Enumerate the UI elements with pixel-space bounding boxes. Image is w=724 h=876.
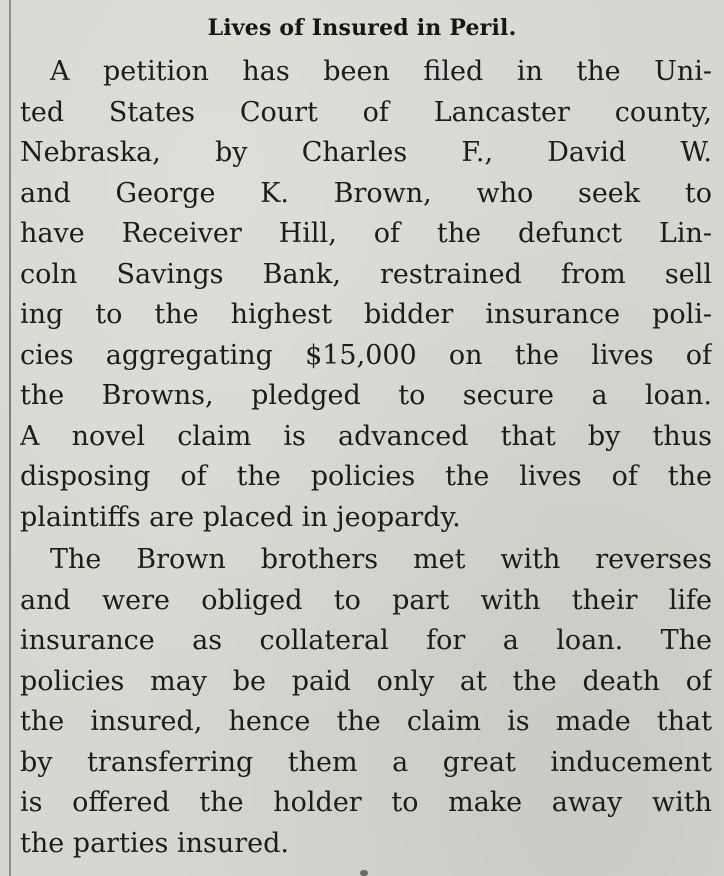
text-line: A novel claim is advanced that by thus (20, 420, 712, 452)
paragraph-2 (20, 540, 712, 864)
text-line: the Browns, pledged to secure a loan. (20, 380, 712, 411)
text-line: A petition has been filed in the Uni- (50, 56, 712, 87)
text-line: is offered the holder to make away with (20, 787, 712, 818)
next-article-fragment (20, 860, 712, 876)
text-line: and were obliged to part with their life (20, 584, 712, 616)
text-line: by transferring them a great inducement (20, 746, 712, 778)
text-line: insurance as collateral for a loan. The (20, 625, 712, 656)
text-line: policies may be paid only at the death of (20, 665, 712, 697)
text-line: the insured, hence the claim is made that (20, 706, 712, 737)
text-line: cies aggregating $15,000 on the lives of (20, 339, 712, 371)
text-line: plaintiffs are placed in jeopardy. (20, 501, 461, 533)
text-line: and George K. Brown, who seek to (20, 177, 712, 209)
column-rule (9, 0, 11, 876)
text-line: Nebraska, by Charles F., David W. (20, 137, 712, 168)
text-line: The Brown brothers met with reverses (50, 544, 712, 575)
headline: Lives of Insured in Peril. (207, 15, 517, 41)
text-line: the parties insured. (20, 827, 290, 859)
article-body (20, 52, 712, 864)
text-line: have Receiver Hill, of the defunct Lin- (20, 218, 712, 249)
text-line: disposing of the policies the lives of the (20, 461, 712, 492)
paragraph-1 (20, 52, 712, 538)
text-line: ted States Court of Lancaster county, (20, 96, 712, 128)
text-line: ing to the highest bidder insurance poli- (20, 299, 712, 330)
text-line: coln Savings Bank, restrained from sell (20, 258, 712, 290)
